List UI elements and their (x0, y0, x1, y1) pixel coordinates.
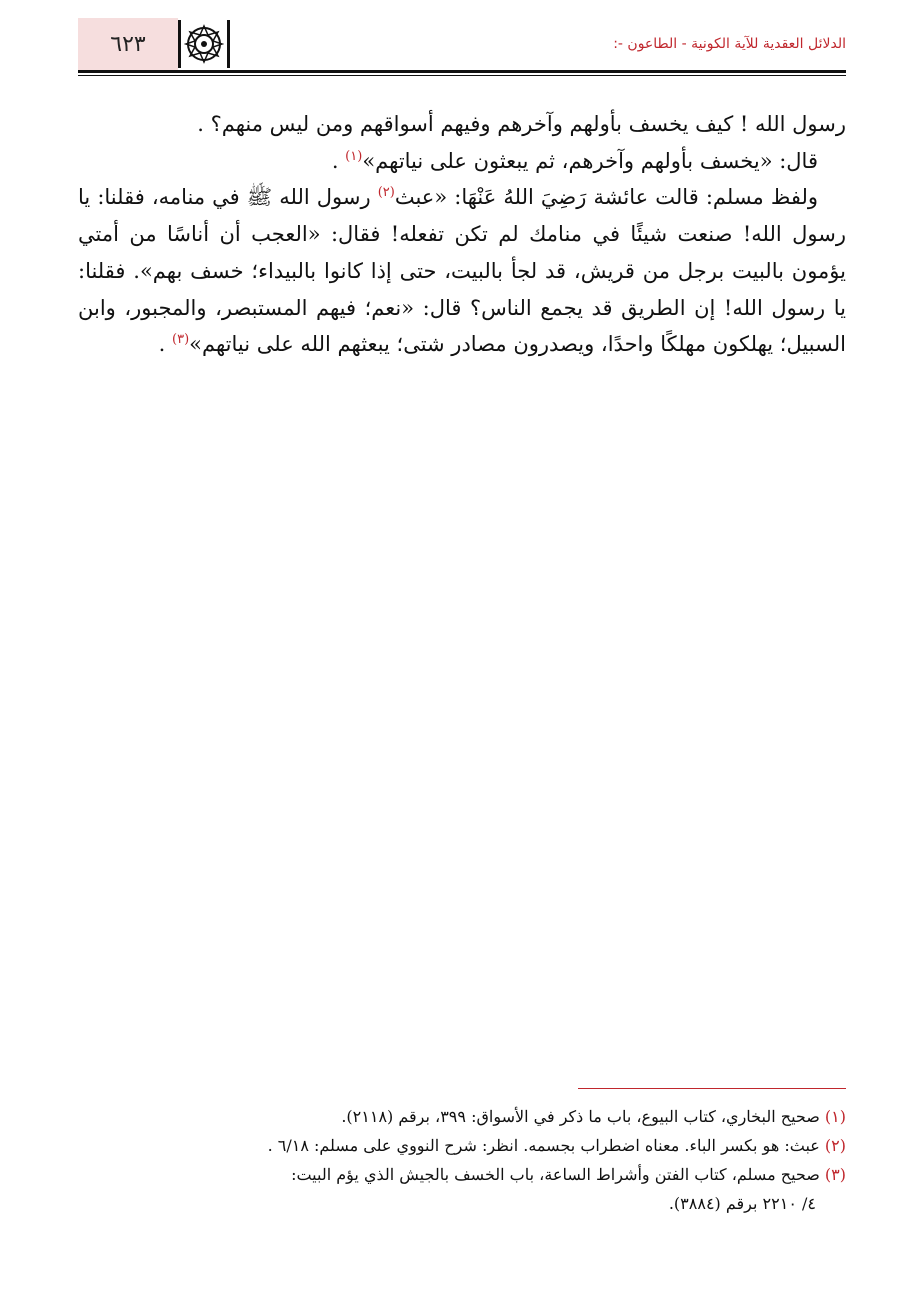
paragraph-continuation: رسول الله ! كيف يخسف بأولهم وآخرهم وفيهم أسواقهم ومن ليس منهم؟ . (197, 112, 846, 136)
paragraph-reply: قال: «يخسف بأولهم وآخرهم، ثم يبعثون على نياتهم»$^{(١)}$ . (331, 148, 818, 173)
main-text (78, 106, 846, 363)
footnote-number: (١) (824, 1107, 846, 1126)
footnote-ref-3[interactable]: (٣) (172, 332, 190, 348)
header-rule (78, 70, 846, 73)
footnote-separator (578, 1088, 846, 1089)
footnotes (78, 1102, 846, 1218)
paragraph-muslim-narration: ولفظ مسلم: قالت عائشة رَضِيَ اللهُ عَنْهَا: «عبث$^{(٢)}$ رسول الله ﷺ في منامه، فقلنا: يا رسول الله! صنعت شيئًا في منامك لم تكن تفعله! فقال: «العجب أن أناسًا من أمتي يؤمون بالبيت برجل من قريش، قد لجأ بالبيت، حتى إذا كانوا بالبيداء؛ خسف بهم». فقلنا: يا رسول الله! إن الطريق قد يجمع الناس؟ قال: «نعم؛ فيهم المستبصر، والمجبور، وابن السبيل؛ يهلكون مهلكًا واحدًا، ويصدرون مصادر شتى؛ يبعثهم الله على نياتهم»$^{(٣)}$ . (78, 185, 846, 357)
page-number: ٦٢٣ (78, 18, 178, 70)
footnote-3: (٣) صحيح مسلم، كتاب الفتن وأشراط الساعة، باب الخسف بالجيش الذي يؤم البيت: (291, 1165, 846, 1184)
footnote-number: (٢) (824, 1136, 846, 1155)
footnote-2: (٢) عبث: هو بكسر الباء. معناه اضطراب بجسمه. انظر: شرح النووي على مسلم: ٦/١٨ . (267, 1136, 846, 1155)
page-header (78, 18, 846, 74)
header-rule-thin (78, 75, 846, 76)
running-title: الدلائل العقدية للآية الكونية - الطاعون -: (613, 36, 846, 52)
footnote-ref-1[interactable]: (١) (345, 148, 363, 164)
footnote-1: (١) صحيح البخاري، كتاب البيوع، باب ما ذكر في الأسواق: ٣٩٩، برقم (٢١١٨). (341, 1107, 846, 1126)
footnote-ref-2[interactable]: (٢) (377, 185, 395, 201)
footnote-3-continuation: ٤/ ٢٢١٠ برقم (٣٨٨٤). (668, 1194, 816, 1213)
ornament-icon (178, 20, 230, 68)
footnote-number: (٣) (824, 1165, 846, 1184)
